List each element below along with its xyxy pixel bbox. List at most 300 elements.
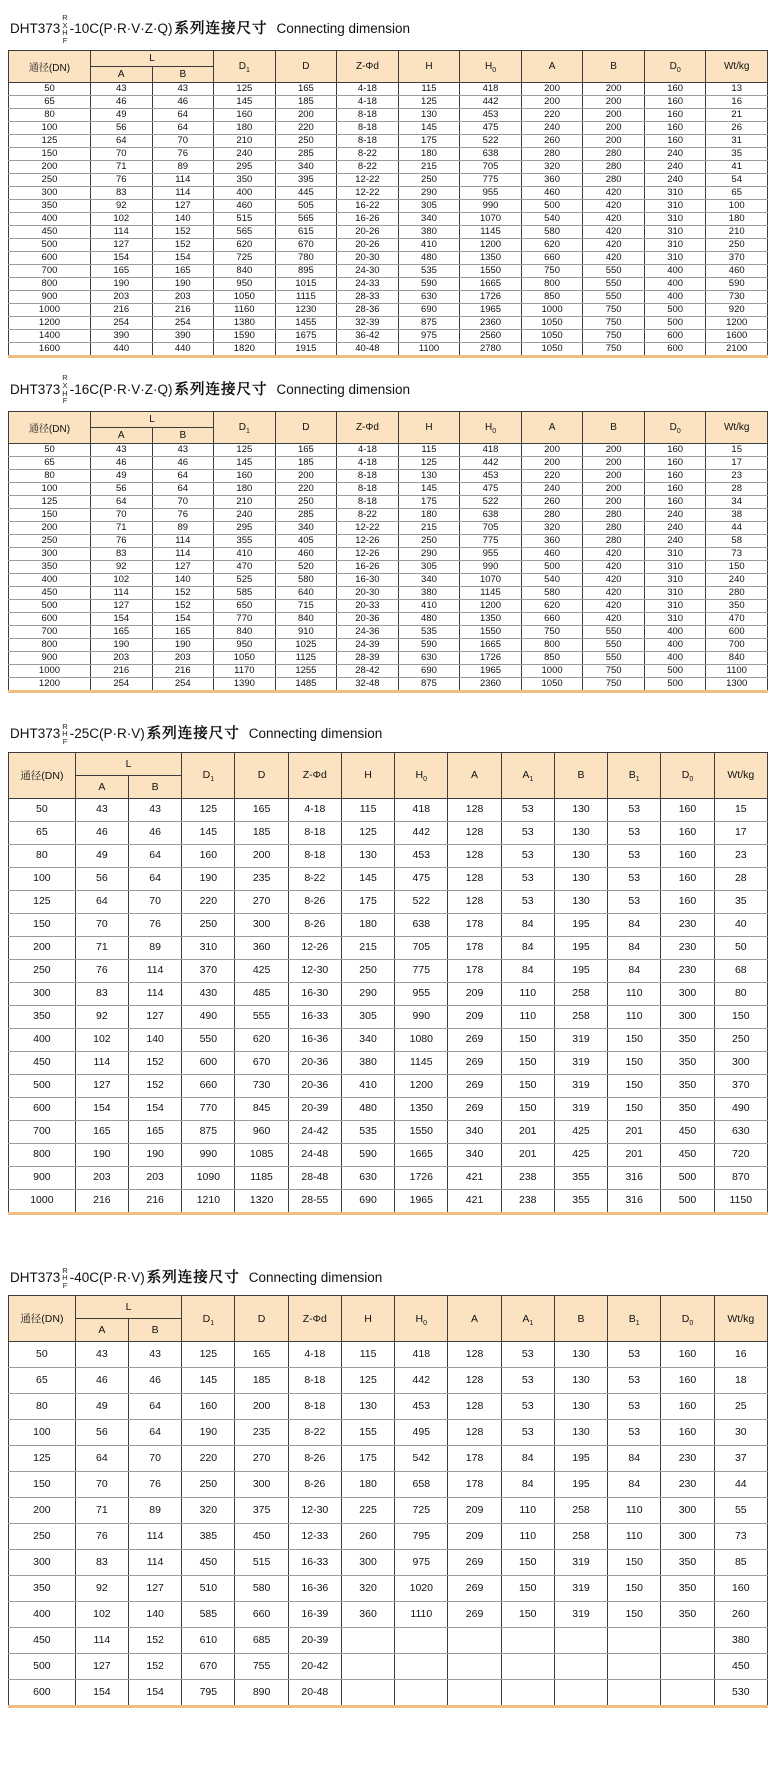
cell: 1000 <box>521 664 583 677</box>
table-row <box>9 187 768 200</box>
table-row <box>9 625 768 638</box>
cell: 715 <box>275 599 337 612</box>
cell: 125 <box>398 96 460 109</box>
cell: 340 <box>398 213 460 226</box>
cell: 305 <box>398 560 460 573</box>
cell: 130 <box>554 1342 607 1368</box>
cell: 1050 <box>214 291 276 304</box>
cell: 220 <box>521 469 583 482</box>
cell: 20-26 <box>337 239 399 252</box>
cell: 1200 <box>395 1074 448 1097</box>
column-header: L <box>90 51 213 67</box>
table-row <box>9 1189 768 1213</box>
cell: 145 <box>182 821 235 844</box>
cell: 83 <box>75 982 128 1005</box>
series-code: DHT373 <box>10 21 61 37</box>
cell: 660 <box>235 1602 288 1628</box>
cell: 8-22 <box>288 1420 341 1446</box>
cell: 565 <box>214 226 276 239</box>
cell: 43 <box>129 798 182 821</box>
cell: 54 <box>706 174 768 187</box>
cell: 49 <box>90 109 152 122</box>
cell: 180 <box>398 148 460 161</box>
cell: 150 <box>9 508 91 521</box>
cell: 340 <box>398 573 460 586</box>
cell: 420 <box>583 547 645 560</box>
cell: 125 <box>214 83 276 96</box>
cell: 490 <box>714 1097 767 1120</box>
column-header: H <box>398 51 460 83</box>
table-row <box>9 278 768 291</box>
cell: 2560 <box>460 330 522 343</box>
cell: 421 <box>448 1189 501 1213</box>
cell: 460 <box>214 200 276 213</box>
cell: 76 <box>75 959 128 982</box>
cell: 875 <box>398 317 460 330</box>
cell: 420 <box>583 213 645 226</box>
cell: 700 <box>9 625 91 638</box>
cell <box>501 1680 554 1707</box>
cell: 460 <box>275 547 337 560</box>
table-row <box>9 148 768 161</box>
cell: 114 <box>152 187 214 200</box>
cell: 55 <box>714 1498 767 1524</box>
cell: 1390 <box>214 677 276 691</box>
pressure-spec: -16C(P·R·V·Z·Q) <box>69 381 173 397</box>
cell: 950 <box>214 278 276 291</box>
cell: 114 <box>152 534 214 547</box>
pressure-spec: -10C(P·R·V·Z·Q) <box>69 21 173 37</box>
table-row <box>9 1028 768 1051</box>
title-chinese: 系列连接尺寸 <box>146 1269 240 1286</box>
cell: 453 <box>460 469 522 482</box>
cell: 660 <box>521 612 583 625</box>
cell: 254 <box>90 677 152 691</box>
cell: 130 <box>554 1420 607 1446</box>
cell: 44 <box>714 1472 767 1498</box>
section-title <box>10 1267 768 1290</box>
cell: 145 <box>214 96 276 109</box>
cell: 1185 <box>235 1166 288 1189</box>
table-row <box>9 456 768 469</box>
cell: 380 <box>714 1628 767 1654</box>
cell: 73 <box>706 547 768 560</box>
cell: 450 <box>9 226 91 239</box>
cell: 500 <box>644 664 706 677</box>
column-header: A <box>521 51 583 83</box>
column-header: $B_1$ <box>608 752 661 798</box>
cell: 590 <box>398 638 460 651</box>
cell: 550 <box>182 1028 235 1051</box>
cell: 30 <box>714 1420 767 1446</box>
cell: 280 <box>583 174 645 187</box>
cell: 360 <box>521 534 583 547</box>
cell: 370 <box>182 959 235 982</box>
cell: 130 <box>554 844 607 867</box>
cell: 160 <box>661 821 714 844</box>
column-header: $D_1$ <box>214 51 276 83</box>
cell: 1380 <box>214 317 276 330</box>
cell: 420 <box>583 573 645 586</box>
cell: 453 <box>460 109 522 122</box>
cell: 850 <box>521 291 583 304</box>
cell: 160 <box>644 495 706 508</box>
cell: 145 <box>182 1368 235 1394</box>
table-row <box>9 1654 768 1680</box>
cell: 152 <box>129 1051 182 1074</box>
title-chinese: 系列连接尺寸 <box>174 21 268 38</box>
cell: 620 <box>521 239 583 252</box>
cell: 1070 <box>460 213 522 226</box>
cell: 160 <box>182 844 235 867</box>
cell: 195 <box>554 1446 607 1472</box>
cell: 140 <box>152 213 214 226</box>
cell: 350 <box>9 1576 76 1602</box>
cell: 1110 <box>395 1602 448 1628</box>
cell: 225 <box>341 1498 394 1524</box>
table-row <box>9 573 768 586</box>
table-row <box>9 1166 768 1189</box>
cell: 16 <box>714 1342 767 1368</box>
cell: 1600 <box>706 330 768 343</box>
cell: 150 <box>501 1576 554 1602</box>
cell: 240 <box>644 521 706 534</box>
cell: 128 <box>448 1342 501 1368</box>
cell: 1965 <box>460 304 522 317</box>
cell: 56 <box>90 482 152 495</box>
cell: 53 <box>501 844 554 867</box>
cell: 84 <box>501 936 554 959</box>
cell: 300 <box>661 1524 714 1550</box>
column-header: B <box>583 411 645 443</box>
cell: 165 <box>90 265 152 278</box>
cell: 195 <box>554 959 607 982</box>
cell: 510 <box>182 1576 235 1602</box>
cell: 152 <box>152 226 214 239</box>
cell: 80 <box>9 109 91 122</box>
cell: 114 <box>75 1628 128 1654</box>
cell: 53 <box>501 798 554 821</box>
cell: 114 <box>129 1524 182 1550</box>
variant-letter: R <box>62 13 68 22</box>
cell: 260 <box>521 135 583 148</box>
cell: 24-42 <box>288 1120 341 1143</box>
cell: 28-48 <box>288 1166 341 1189</box>
cell: 125 <box>214 443 276 456</box>
cell: 1400 <box>9 330 91 343</box>
cell: 258 <box>554 982 607 1005</box>
cell: 1726 <box>460 651 522 664</box>
cell: 320 <box>521 521 583 534</box>
cell: 83 <box>90 547 152 560</box>
cell: 195 <box>554 936 607 959</box>
cell: 725 <box>214 252 276 265</box>
cell: 84 <box>608 1446 661 1472</box>
cell: 152 <box>129 1074 182 1097</box>
cell: 300 <box>9 547 91 560</box>
cell: 890 <box>235 1680 288 1707</box>
cell: 500 <box>644 317 706 330</box>
cell: 310 <box>644 200 706 213</box>
cell: 127 <box>75 1654 128 1680</box>
cell: 1550 <box>460 625 522 638</box>
cell: 110 <box>608 1524 661 1550</box>
cell: 320 <box>521 161 583 174</box>
column-header: A <box>448 1296 501 1342</box>
series-code: DHT373 <box>10 381 61 397</box>
cell: 285 <box>275 148 337 161</box>
cell: 160 <box>644 135 706 148</box>
cell: 128 <box>448 890 501 913</box>
cell: 76 <box>129 913 182 936</box>
column-header: D <box>235 752 288 798</box>
table-row <box>9 560 768 573</box>
cell: 40-48 <box>337 343 399 357</box>
cell: 43 <box>75 1342 128 1368</box>
cell: 450 <box>235 1524 288 1550</box>
cell: 840 <box>214 265 276 278</box>
table-row <box>9 599 768 612</box>
cell: 128 <box>448 1394 501 1420</box>
table-row <box>9 469 768 482</box>
cell: 310 <box>644 560 706 573</box>
column-header: $B_1$ <box>608 1296 661 1342</box>
cell: 280 <box>706 586 768 599</box>
cell: 36-42 <box>337 330 399 343</box>
table-row <box>9 330 768 343</box>
cell: 20-30 <box>337 252 399 265</box>
cell: 76 <box>152 148 214 161</box>
cell: 190 <box>152 278 214 291</box>
cell: 955 <box>460 187 522 200</box>
cell: 2360 <box>460 677 522 691</box>
cell: 425 <box>235 959 288 982</box>
cell: 46 <box>75 821 128 844</box>
table-row <box>9 1576 768 1602</box>
cell: 76 <box>90 174 152 187</box>
cell: 180 <box>341 1472 394 1498</box>
title-english: Connecting dimension <box>248 1269 383 1285</box>
cell: 418 <box>460 83 522 96</box>
column-header: $D_1$ <box>182 1296 235 1342</box>
cell: 750 <box>521 625 583 638</box>
column-header: 通径(DN) <box>9 51 91 83</box>
cell: 600 <box>182 1051 235 1074</box>
cell: 250 <box>341 959 394 982</box>
cell: 46 <box>152 96 214 109</box>
dimensions-table-10c <box>8 50 768 358</box>
cell: 114 <box>90 586 152 599</box>
cell: 150 <box>501 1550 554 1576</box>
cell: 550 <box>583 265 645 278</box>
cell: 775 <box>460 534 522 547</box>
cell: 975 <box>395 1550 448 1576</box>
cell: 1100 <box>398 343 460 357</box>
cell: 990 <box>395 1005 448 1028</box>
cell: 425 <box>554 1143 607 1166</box>
cell: 160 <box>661 1394 714 1420</box>
cell: 310 <box>644 612 706 625</box>
table-row <box>9 982 768 1005</box>
cell: 128 <box>448 1420 501 1446</box>
cell: 24-33 <box>337 278 399 291</box>
cell: 421 <box>448 1166 501 1189</box>
cell: 128 <box>448 798 501 821</box>
cell: 300 <box>341 1550 394 1576</box>
cell: 400 <box>644 278 706 291</box>
cell: 895 <box>275 265 337 278</box>
column-subheader: B <box>152 67 214 83</box>
cell: 850 <box>521 651 583 664</box>
cell: 200 <box>583 456 645 469</box>
cell: 1080 <box>395 1028 448 1051</box>
cell: 4-18 <box>337 456 399 469</box>
cell: 53 <box>608 798 661 821</box>
column-subheader: B <box>129 1319 182 1342</box>
cell: 70 <box>75 913 128 936</box>
cell: 71 <box>75 1498 128 1524</box>
cell: 840 <box>706 651 768 664</box>
cell: 500 <box>521 560 583 573</box>
cell: 430 <box>182 982 235 1005</box>
cell: 70 <box>152 135 214 148</box>
cell: 150 <box>9 1472 76 1498</box>
cell: 76 <box>75 1524 128 1550</box>
cell: 775 <box>460 174 522 187</box>
cell: 254 <box>90 317 152 330</box>
cell: 425 <box>554 1120 607 1143</box>
table-row <box>9 239 768 252</box>
cell: 15 <box>706 443 768 456</box>
cell: 800 <box>9 638 91 651</box>
cell: 475 <box>460 122 522 135</box>
cell: 310 <box>644 213 706 226</box>
table-row <box>9 83 768 96</box>
cell: 580 <box>275 573 337 586</box>
cell: 220 <box>275 122 337 135</box>
cell: 250 <box>398 174 460 187</box>
cell: 53 <box>608 1342 661 1368</box>
cell: 20-30 <box>337 586 399 599</box>
cell: 420 <box>583 586 645 599</box>
cell: 200 <box>521 96 583 109</box>
cell: 125 <box>341 1368 394 1394</box>
cell: 250 <box>275 495 337 508</box>
cell: 490 <box>182 1005 235 1028</box>
column-header: Wt/kg <box>706 51 768 83</box>
cell: 50 <box>714 936 767 959</box>
cell: 1000 <box>521 304 583 317</box>
cell: 160 <box>661 798 714 821</box>
cell: 500 <box>661 1166 714 1189</box>
cell: 49 <box>75 844 128 867</box>
cell: 209 <box>448 982 501 1005</box>
cell: 150 <box>501 1028 554 1051</box>
cell: 64 <box>129 867 182 890</box>
cell: 150 <box>608 1051 661 1074</box>
cell: 200 <box>275 469 337 482</box>
cell: 418 <box>395 1342 448 1368</box>
cell: 200 <box>521 443 583 456</box>
cell: 1665 <box>460 278 522 291</box>
cell: 8-18 <box>337 495 399 508</box>
cell: 114 <box>129 982 182 1005</box>
cell: 145 <box>398 122 460 135</box>
series-code: DHT373 <box>10 1269 61 1285</box>
cell: 127 <box>75 1074 128 1097</box>
cell: 203 <box>129 1166 182 1189</box>
cell: 310 <box>644 586 706 599</box>
cell: 216 <box>152 304 214 317</box>
cell: 305 <box>398 200 460 213</box>
cell: 16-36 <box>288 1576 341 1602</box>
table-row <box>9 1446 768 1472</box>
cell: 35 <box>706 148 768 161</box>
cell: 955 <box>395 982 448 1005</box>
cell: 670 <box>182 1654 235 1680</box>
cell: 410 <box>398 239 460 252</box>
cell: 127 <box>90 239 152 252</box>
cell: 24-39 <box>337 638 399 651</box>
variant-letter: H <box>62 729 68 739</box>
cell: 12-26 <box>288 936 341 959</box>
cell: 522 <box>395 890 448 913</box>
cell: 1820 <box>214 343 276 357</box>
cell: 350 <box>661 1051 714 1074</box>
cell: 12-22 <box>337 174 399 187</box>
cell: 638 <box>395 913 448 936</box>
column-header: L <box>75 752 181 775</box>
cell: 16 <box>706 96 768 109</box>
table-row <box>9 213 768 226</box>
cell: 128 <box>448 867 501 890</box>
table-row <box>9 664 768 677</box>
cell <box>554 1628 607 1654</box>
table-row <box>9 317 768 330</box>
cell: 500 <box>9 1074 76 1097</box>
column-subheader: B <box>129 775 182 798</box>
cell: 535 <box>398 625 460 638</box>
table-row <box>9 1524 768 1550</box>
cell: 270 <box>235 1446 288 1472</box>
cell: 114 <box>129 959 182 982</box>
cell: 150 <box>608 1028 661 1051</box>
cell: 32-48 <box>337 677 399 691</box>
cell: 1726 <box>460 291 522 304</box>
cell: 500 <box>644 304 706 317</box>
cell: 152 <box>129 1654 182 1680</box>
cell: 71 <box>90 521 152 534</box>
cell: 53 <box>501 1420 554 1446</box>
cell: 750 <box>583 317 645 330</box>
cell: 160 <box>214 469 276 482</box>
cell: 290 <box>398 187 460 200</box>
cell: 440 <box>90 343 152 357</box>
cell: 70 <box>90 508 152 521</box>
cell: 254 <box>152 677 214 691</box>
cell: 250 <box>182 913 235 936</box>
cell: 200 <box>583 83 645 96</box>
cell: 150 <box>501 1051 554 1074</box>
cell: 190 <box>129 1143 182 1166</box>
column-header: $D_1$ <box>182 752 235 798</box>
cell: 250 <box>182 1472 235 1498</box>
cell: 1000 <box>9 664 91 677</box>
cell <box>554 1654 607 1680</box>
cell: 522 <box>460 135 522 148</box>
cell: 160 <box>214 109 276 122</box>
cell: 8-18 <box>337 122 399 135</box>
